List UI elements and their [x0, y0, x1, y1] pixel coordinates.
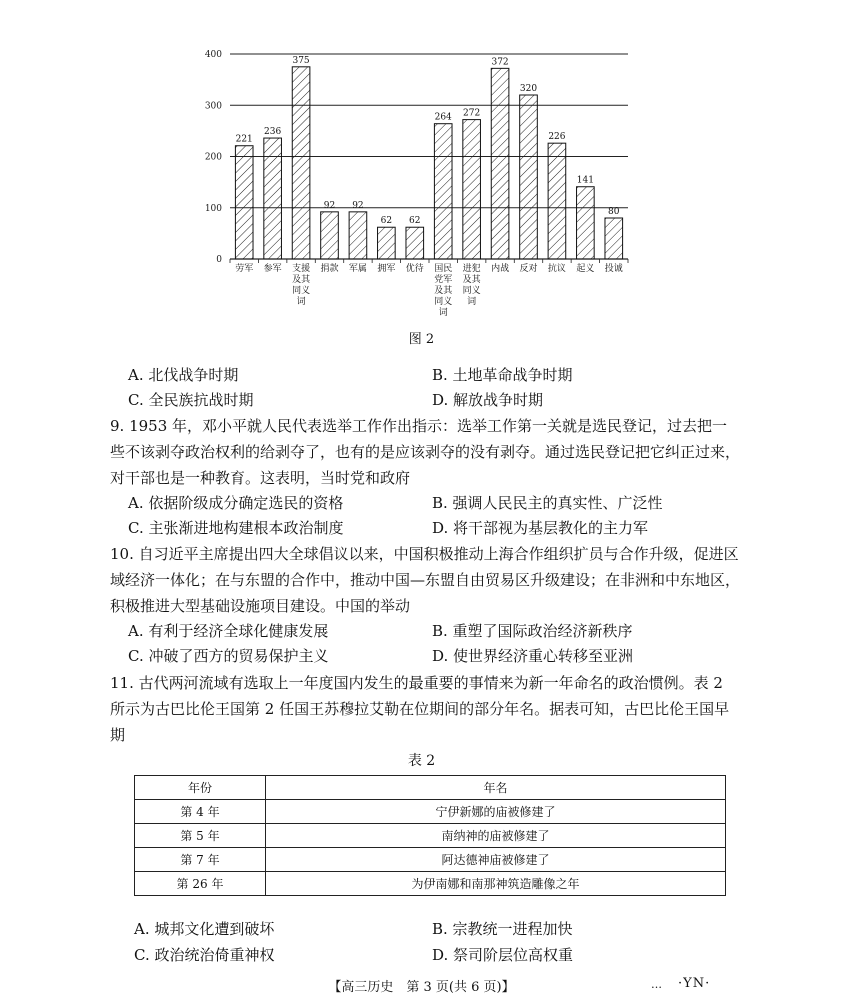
- q9-option-b[interactable]: B. 强调人民民主的真实性、广泛性: [432, 494, 663, 512]
- bar-value-label: 372: [491, 57, 509, 68]
- bar: [264, 138, 282, 259]
- footer-ellipsis: …: [651, 978, 662, 991]
- q11-option-d[interactable]: D. 祭司阶层位高权重: [432, 946, 574, 964]
- bar: [349, 212, 367, 259]
- figure-2-chart: [190, 40, 650, 340]
- bar: [605, 218, 623, 259]
- bar: [463, 120, 481, 259]
- bar: [434, 124, 452, 259]
- table-cell-year: 第 5 年: [135, 824, 266, 848]
- y-tick-label: 400: [204, 50, 222, 60]
- table-cell-year: 第 7 年: [135, 848, 266, 872]
- x-tick-label: 优待: [405, 264, 424, 274]
- table-header-year: 年份: [135, 776, 266, 800]
- q10-option-c[interactable]: C. 冲破了西方的贸易保护主义: [128, 647, 329, 665]
- table-header-yearname: 年名: [266, 776, 726, 800]
- footer-region-code: ·YN·: [678, 976, 711, 991]
- x-tick-label: 国民党军及其同义词: [434, 264, 453, 318]
- x-tick-label: 支援及其同义词: [292, 264, 311, 307]
- table-header-row: [135, 776, 726, 800]
- bar-value-label: 92: [352, 200, 364, 211]
- table-cell-year: 第 26 年: [135, 872, 266, 896]
- bar: [520, 95, 538, 259]
- bar-value-label: 272: [463, 108, 481, 119]
- q11-option-a[interactable]: A. 城邦文化遭到破坏: [134, 920, 275, 938]
- q8-option-d[interactable]: D. 解放战争时期: [432, 391, 544, 409]
- x-tick-label: 劳军: [235, 264, 254, 274]
- x-tick-label: 内战: [491, 264, 510, 274]
- x-tick-label: 捐款: [320, 264, 339, 274]
- q10-option-d[interactable]: D. 使世界经济重心转移至亚洲: [432, 647, 634, 665]
- bar: [235, 146, 253, 259]
- x-tick-label: 投诚: [604, 264, 623, 274]
- x-tick-label: 抗议: [547, 264, 566, 274]
- bar-value-label: 236: [264, 127, 282, 138]
- table-cell-yearname: 宁伊新娜的庙被修建了: [266, 800, 726, 824]
- bar: [321, 212, 339, 259]
- table-row: [135, 800, 726, 824]
- q10-option-a[interactable]: A. 有利于经济全球化健康发展: [128, 622, 329, 640]
- table-row: [135, 848, 726, 872]
- q9-option-c[interactable]: C. 主张渐进地构建根本政治制度: [128, 519, 344, 537]
- bar-value-label: 80: [608, 207, 620, 217]
- bar-value-label: 62: [409, 216, 421, 227]
- table-row: [135, 872, 726, 896]
- table-cell-yearname: 阿达德神庙被修建了: [266, 848, 726, 872]
- q9-option-d[interactable]: D. 将干部视为基层教化的主力军: [432, 519, 649, 537]
- bar: [406, 227, 424, 259]
- bar-value-label: 141: [576, 175, 594, 186]
- x-tick-label: 拥军: [377, 264, 396, 274]
- y-tick-label: 100: [204, 203, 222, 214]
- bar: [378, 227, 396, 259]
- x-tick-label: 反对: [519, 264, 538, 274]
- q8-option-c[interactable]: C. 全民族抗战时期: [128, 391, 254, 409]
- question-9-stem: 9. 1953 年，邓小平就人民代表选举工作作出指示：选举工作第一关就是选民登记，过去把一些不该剥夺政治权利的给剥夺了，也有的是应该剥夺的没有剥夺。通过选民登记把它纠正过来，对干部也是一种教育。这表明，当时党和政府: [110, 417, 741, 487]
- y-tick-label: 0: [216, 255, 222, 265]
- q11-option-b[interactable]: B. 宗教统一进程加快: [432, 920, 573, 938]
- bar: [292, 67, 310, 259]
- q9-option-a[interactable]: A. 依据阶级成分确定选民的资格: [128, 494, 344, 512]
- x-tick-label: 参军: [263, 264, 282, 274]
- bar: [548, 143, 566, 259]
- page-footer: 【高三历史 第 3 页(共 6 页)】: [328, 980, 515, 995]
- table-2: [134, 775, 726, 896]
- bar-chart-svg: [190, 40, 650, 340]
- table-cell-yearname: 为伊南娜和南那神筑造雕像之年: [266, 872, 726, 896]
- y-tick-label: 300: [204, 101, 222, 112]
- question-10-stem: 10. 自习近平主席提出四大全球倡议以来，中国积极推动上海合作组织扩员与合作升级，促进区域经济一体化；在与东盟的合作中，推动中国—东盟自由贸易区升级建设；在非洲和中东地区，积极推进大型基础设施项目建设。中国的举动: [110, 545, 741, 615]
- table-2-caption: 表 2: [407, 753, 436, 769]
- bar: [577, 187, 595, 259]
- q10-option-b[interactable]: B. 重塑了国际政治经济新秩序: [432, 622, 633, 640]
- bar-value-label: 226: [548, 132, 566, 143]
- bar-value-label: 264: [434, 112, 452, 123]
- y-tick-label: 200: [204, 152, 222, 163]
- x-tick-label: 起义: [576, 264, 595, 274]
- table-row: [135, 824, 726, 848]
- x-tick-label: 进犯及其同义词: [462, 264, 481, 307]
- q8-option-b[interactable]: B. 土地革命战争时期: [432, 366, 573, 384]
- table-cell-year: 第 4 年: [135, 800, 266, 824]
- q11-option-c[interactable]: C. 政治统治倚重神权: [134, 946, 275, 964]
- figure-caption: 图 2: [408, 332, 435, 347]
- bar-value-label: 92: [323, 200, 336, 211]
- table-cell-yearname: 南纳神的庙被修建了: [266, 824, 726, 848]
- bar-value-label: 221: [235, 134, 253, 145]
- bar-value-label: 320: [519, 84, 538, 94]
- bar-value-label: 375: [292, 55, 310, 66]
- question-11-stem: 11. 古代两河流域有选取上一年度国内发生的最重要的事情来为新一年命名的政治惯例。表 2 所示为古巴比伦王国第 2 任国王苏穆拉艾勒在位期间的部分年名。据表可知，古巴比伦王国早期: [110, 674, 730, 744]
- x-tick-label: 军属: [348, 264, 367, 274]
- bar: [491, 68, 509, 259]
- bar-value-label: 62: [380, 216, 393, 227]
- q8-option-a[interactable]: A. 北伐战争时期: [128, 366, 239, 384]
